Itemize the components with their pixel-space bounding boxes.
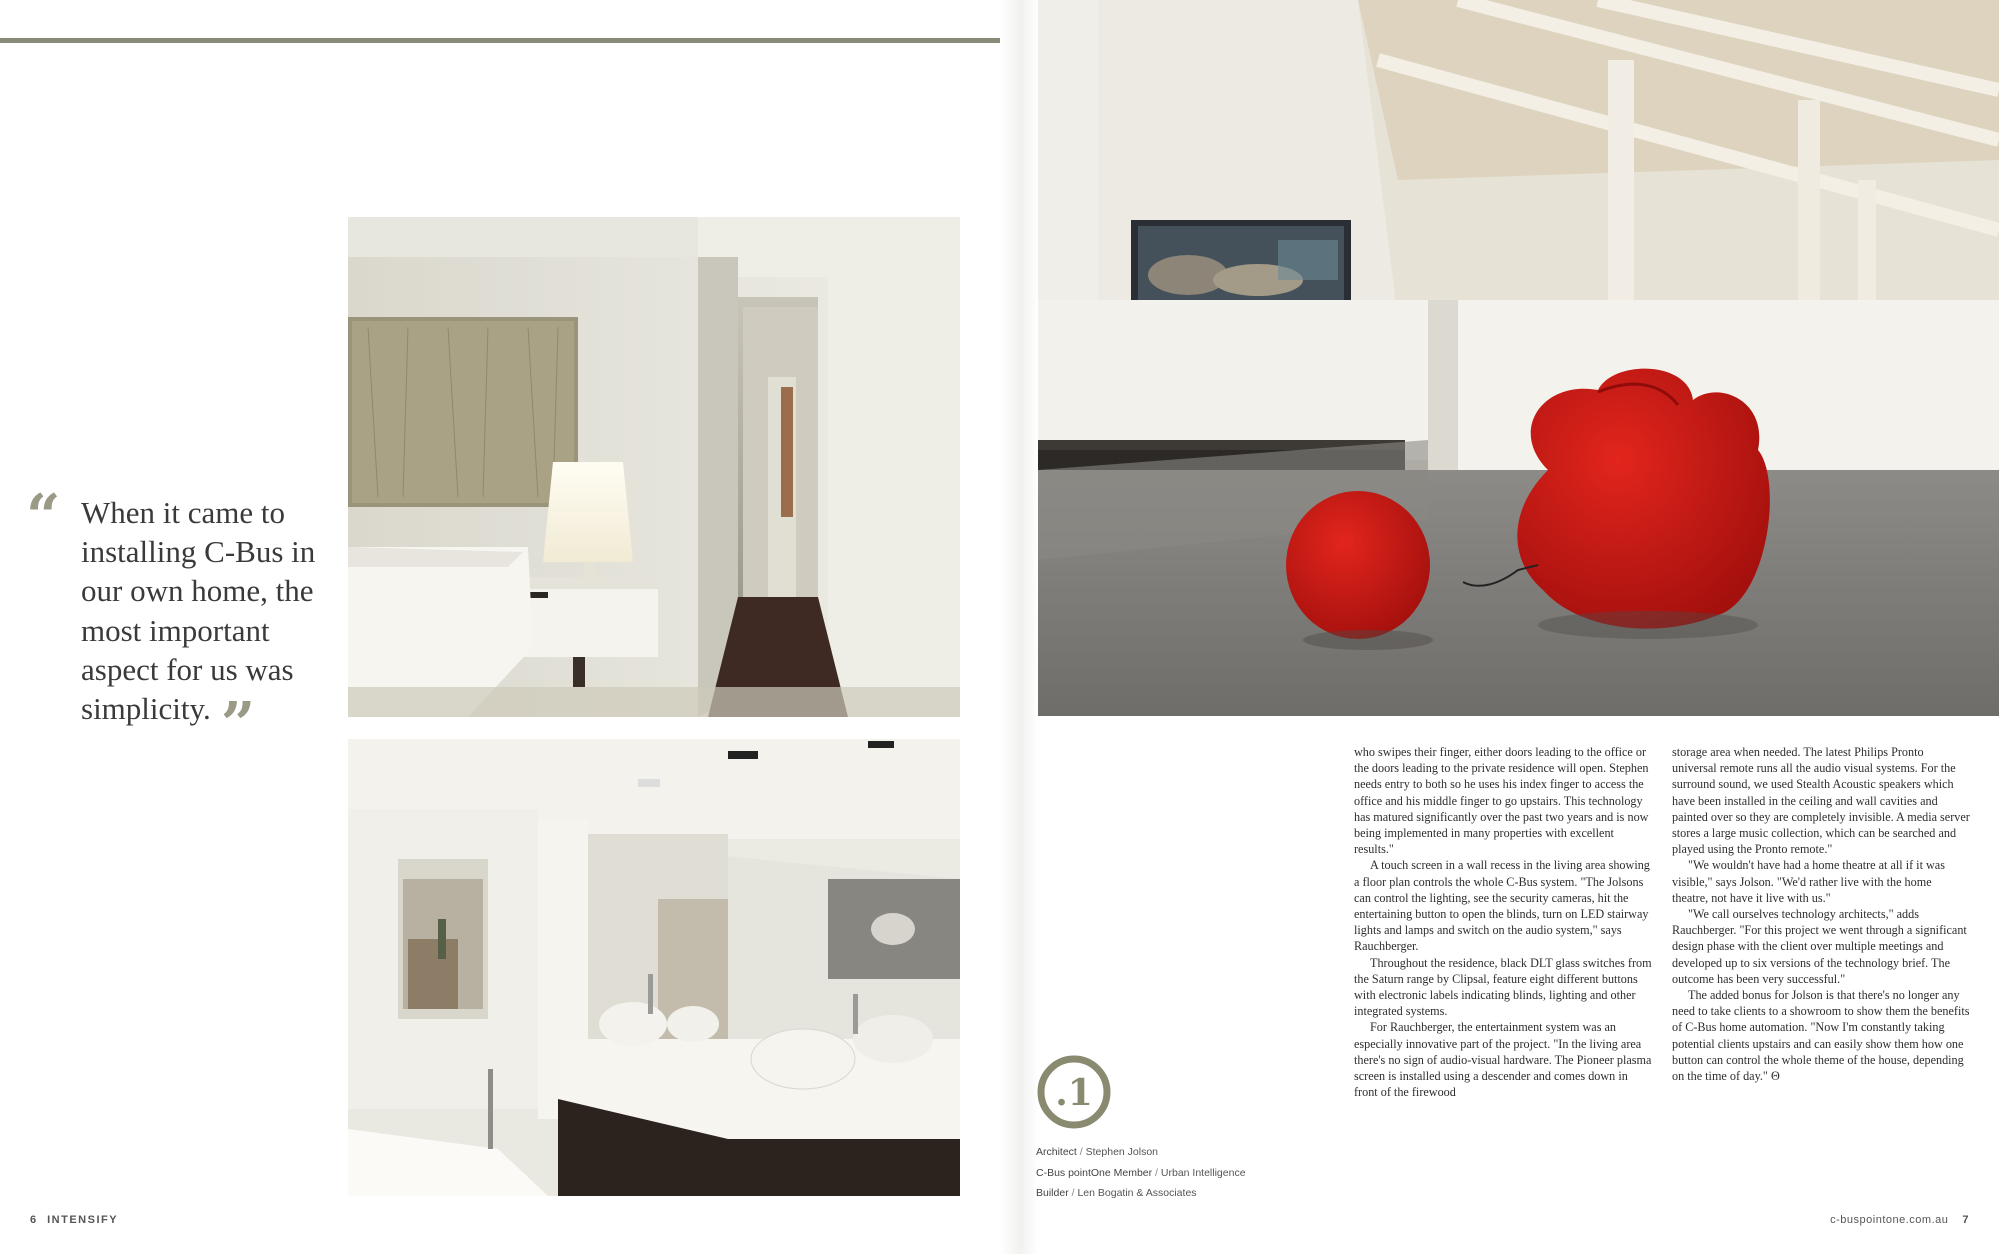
logo-text: .1: [1055, 1072, 1093, 1114]
magazine-name: INTENSIFY: [47, 1214, 119, 1226]
paragraph: storage area when needed. The latest Philips Pronto universal remote runs all the audio visual systems. For the surround sound, we used Stealth Acoustic speakers which have been installed in the ceiling and wall cavities and painted over so they are completely invisible. A media server stores a large music collection, which can be searched and played using the Pronto remote.": [1672, 745, 1970, 857]
pull-quote: [26, 482, 326, 761]
living-room-photo: [1038, 0, 1999, 716]
folio-right: [1830, 1214, 1969, 1226]
credit-architect: Architect / Stephen Jolson: [1036, 1146, 1159, 1158]
paragraph: For Rauchberger, the entertainment system was an especially innovative part of the project. "In the living area there's no sign of audio-visual hardware. The Pioneer plasma screen is installed using a descender and comes down in front of the firewood: [1354, 1020, 1652, 1100]
pointone-logo: [1036, 1054, 1112, 1130]
left-page-number: 6: [30, 1214, 38, 1226]
article-column-2: [1672, 744, 1970, 1084]
folio-left: [30, 1214, 118, 1226]
pull-quote-text: When it came to installing C-Bus in our own home, the most important aspect for us was simplicity.: [81, 495, 316, 727]
credit-builder: Builder / Len Bogatin & Associates: [1036, 1187, 1197, 1199]
paragraph: who swipes their finger, either doors leading to the office or the doors leading to the private residence will open. Stephen needs entry to both so he uses his index finger to access the office and his middle finger to go upstairs. This technology has matured significantly over the past two years and is now being implemented in many properties with excellent results.": [1354, 745, 1649, 857]
top-rule: [0, 38, 1000, 43]
page-gutter: [1000, 0, 1038, 1254]
paragraph: Throughout the residence, black DLT glass switches from the Saturn range by Clipsal, feature eight different buttons with electronic labels indicating blinds, lighting and other integrated systems.: [1354, 955, 1652, 1019]
project-credits: [1036, 1142, 1246, 1204]
paragraph: The added bonus for Jolson is that there's no longer any need to take clients to a showroom to show them the benefits of C-Bus home automation. "Now I'm constantly taking potential clients upstairs and can easily show them how one button can control the whole theme of the house, depending on the time of day." Θ: [1672, 988, 1970, 1084]
paragraph: "We call ourselves technology architects," adds Rauchberger. "For this project we went through a significant design phase with the client over multiple meetings and developed up to six versions of the technology brief. The outcome has been very successful.": [1672, 907, 1967, 986]
paragraph: A touch screen in a wall recess in the living area showing a floor plan controls the whole C-Bus system. "The Jolsons can control the lighting, see the security cameras, hit the entertaining button to open the blinds, turn on LED stairway lights and lamps and switch on the audio system," says Rauchberger.: [1354, 858, 1650, 954]
open-quote-mark: “: [26, 482, 55, 552]
paragraph: "We wouldn't have had a home theatre at all if it was visible," says Jolson. "We'd rather live with the home theatre, not have it live with us.": [1672, 858, 1945, 905]
bathroom-photo: [348, 739, 960, 1196]
right-page-number: 7: [1962, 1214, 1969, 1226]
close-quote-mark: ”: [220, 690, 250, 761]
website-url: c-buspointone.com.au: [1830, 1214, 1949, 1226]
article-column-1: [1354, 744, 1652, 1100]
bedroom-photo: [348, 217, 960, 717]
credit-member: C-Bus pointOne Member / Urban Intelligence: [1036, 1166, 1246, 1179]
